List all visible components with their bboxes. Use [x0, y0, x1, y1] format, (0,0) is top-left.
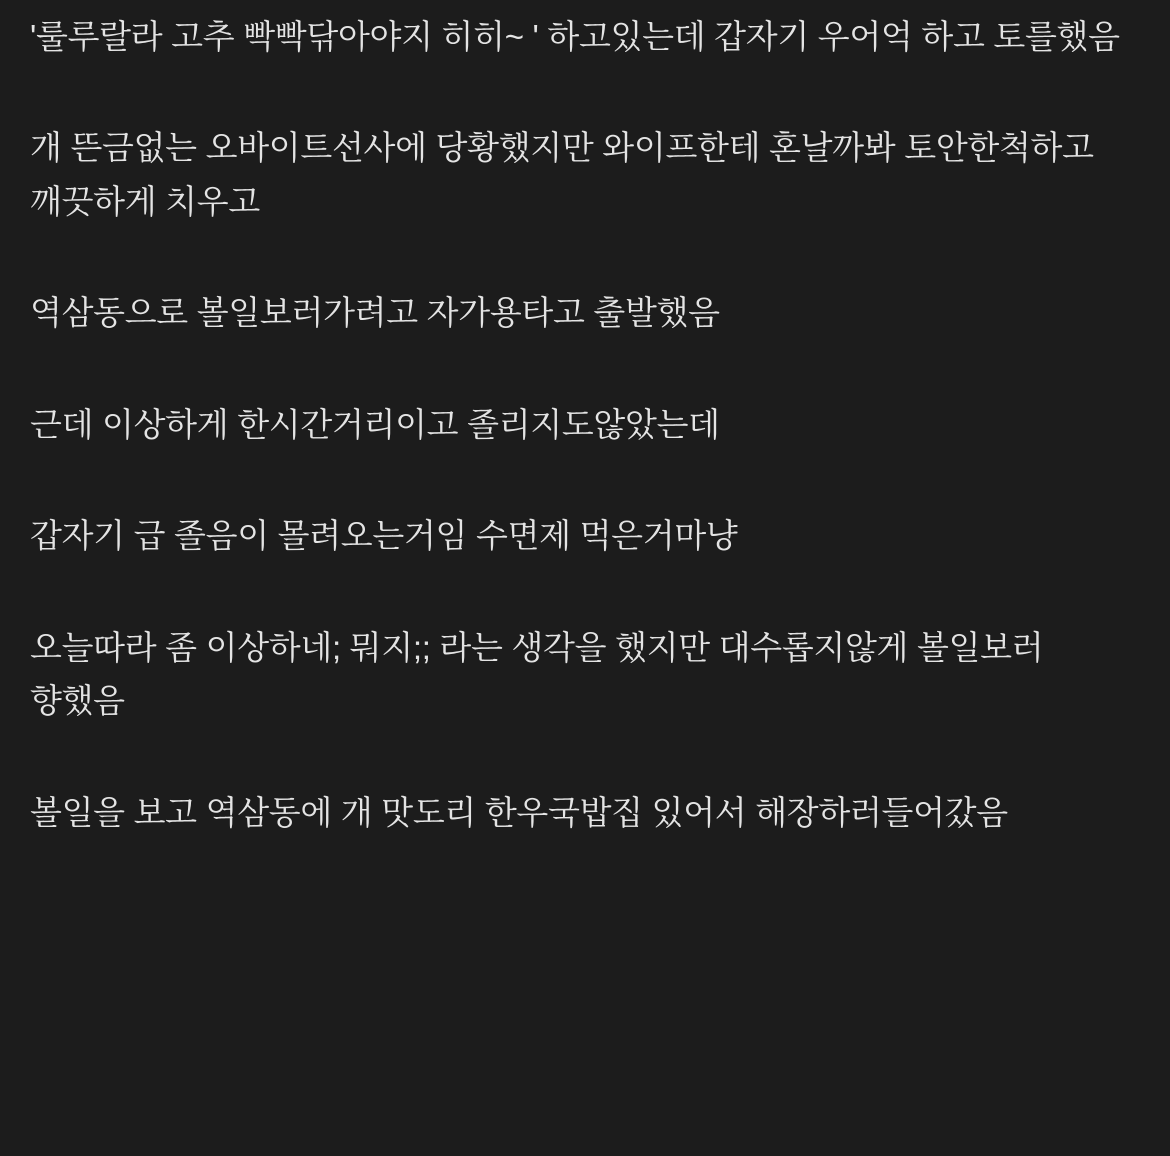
post-paragraph: 오늘따라 좀 이상하네; 뭐지;; 라는 생각을 했지만 대수롭지않게 볼일보러 향했음 — [30, 628, 1044, 720]
post-paragraph: 역삼동으로 볼일보러가려고 자가용타고 출발했음 — [30, 294, 720, 332]
post-paragraph: 볼일을 보고 역삼동에 개 맛도리 한우국밥집 있어서 해장하러들어갔음 — [30, 793, 1008, 831]
post-paragraph: 개 뜬금없는 오바이트선사에 당황했지만 와이프한테 혼날까봐 토안한척하고 깨끗하게 치우고 — [30, 129, 1094, 220]
post-paragraph: 갑자기 급 졸음이 몰려오는거임 수면제 먹은거마냥 — [30, 517, 738, 555]
post-paragraph: 근데 이상하게 한시간거리이고 졸리지도않았는데 — [30, 405, 720, 443]
post-paragraph: '룰루랄라 고추 빡빡닦아야지 히히~ ' 하고있는데 갑자기 우어억 하고 토를했음 — [30, 18, 1120, 55]
